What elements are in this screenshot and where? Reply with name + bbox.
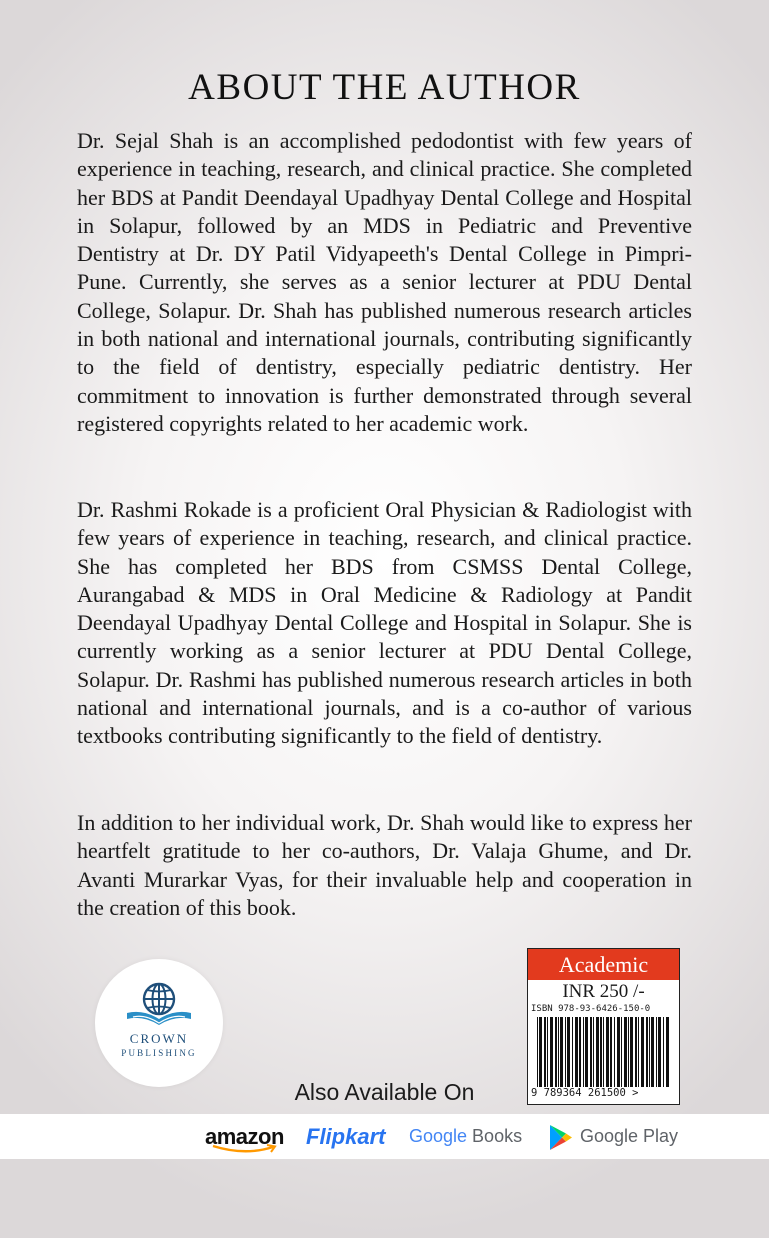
publisher-logo — [95, 959, 223, 1087]
google-books-books-text: Books — [467, 1126, 523, 1146]
flipkart-logo[interactable] — [306, 1114, 385, 1159]
publisher-subtitle: PUBLISHING — [121, 1048, 197, 1058]
google-play-logo[interactable] — [548, 1114, 678, 1159]
amazon-logo[interactable] — [205, 1114, 284, 1159]
publisher-name: CROWN — [129, 1031, 189, 1046]
also-available-heading — [0, 1079, 769, 1106]
flipkart-text: Flipkart — [306, 1124, 386, 1149]
author-bio-sejal-shah: Dr. Sejal Shah is an accomplished pedodontist with few years of experience in teaching, research, and clinical practice. She completed her BDS at Pandit Deendayal Upadhyay Dental College and Hospital in Solapur, followed by an MDS in Pediatric and Preventive Dentistry at Dr. DY Patil Vidyapeeth's Dental College in Pimpri-Pune. Currently, she serves as a senior lecturer at PDU Dental College, Solapur. Dr. Shah has published numerous research articles in both national and international journals, contributing significantly to the field of dentistry, especially pediatric dentistry. Her commitment to innovation is further demonstrated through several registered copyrights related to her academic work. — [77, 128, 692, 436]
acknowledgement-paragraph: In addition to her individual work, Dr. Shah would like to express her heartfelt gratitude to her co-authors, Dr. Valaja Ghume, and Dr. Avanti Murarkar Vyas, for their invaluable help and cooperation in the creation of this book. — [77, 810, 692, 920]
amazon-smile-icon — [209, 1144, 283, 1154]
barcode-number: 9 789364 261500 > — [531, 1087, 677, 1099]
google-books-logo[interactable] — [409, 1114, 522, 1159]
globe-book-icon — [117, 979, 201, 1031]
google-play-icon — [548, 1124, 574, 1151]
author-bio-rashmi-rokade: Dr. Rashmi Rokade is a proficient Oral Physician & Radiologist with few years of experience in teaching, research, and clinical practice. She has completed her BDS from CSMSS Dental College, Aurangabad & MDS in Oral Medicine & Radiology at Pandit Deendayal Upadhyay Dental College and Hospital in Solapur. She is currently working as a senior lecturer at PDU Dental College, Solapur. Dr. Rashmi has published numerous research articles in both national and international journals, and is a co-author of various textbooks contributing significantly to the field of dentistry. — [77, 497, 692, 749]
page-title: ABOUT THE AUTHOR — [188, 67, 581, 108]
store-logos-bar — [0, 1114, 769, 1159]
isbn-text: ISBN 978-93-6426-150-0 — [531, 1004, 651, 1014]
also-available-text: Also Available On — [294, 1079, 475, 1105]
category-label: Academic — [528, 949, 679, 980]
google-books-google-text: Google — [409, 1126, 468, 1146]
amazon-text: amazon — [205, 1124, 284, 1149]
price-label: INR 250 /- — [562, 981, 645, 1002]
google-play-text: Google Play — [580, 1126, 679, 1146]
